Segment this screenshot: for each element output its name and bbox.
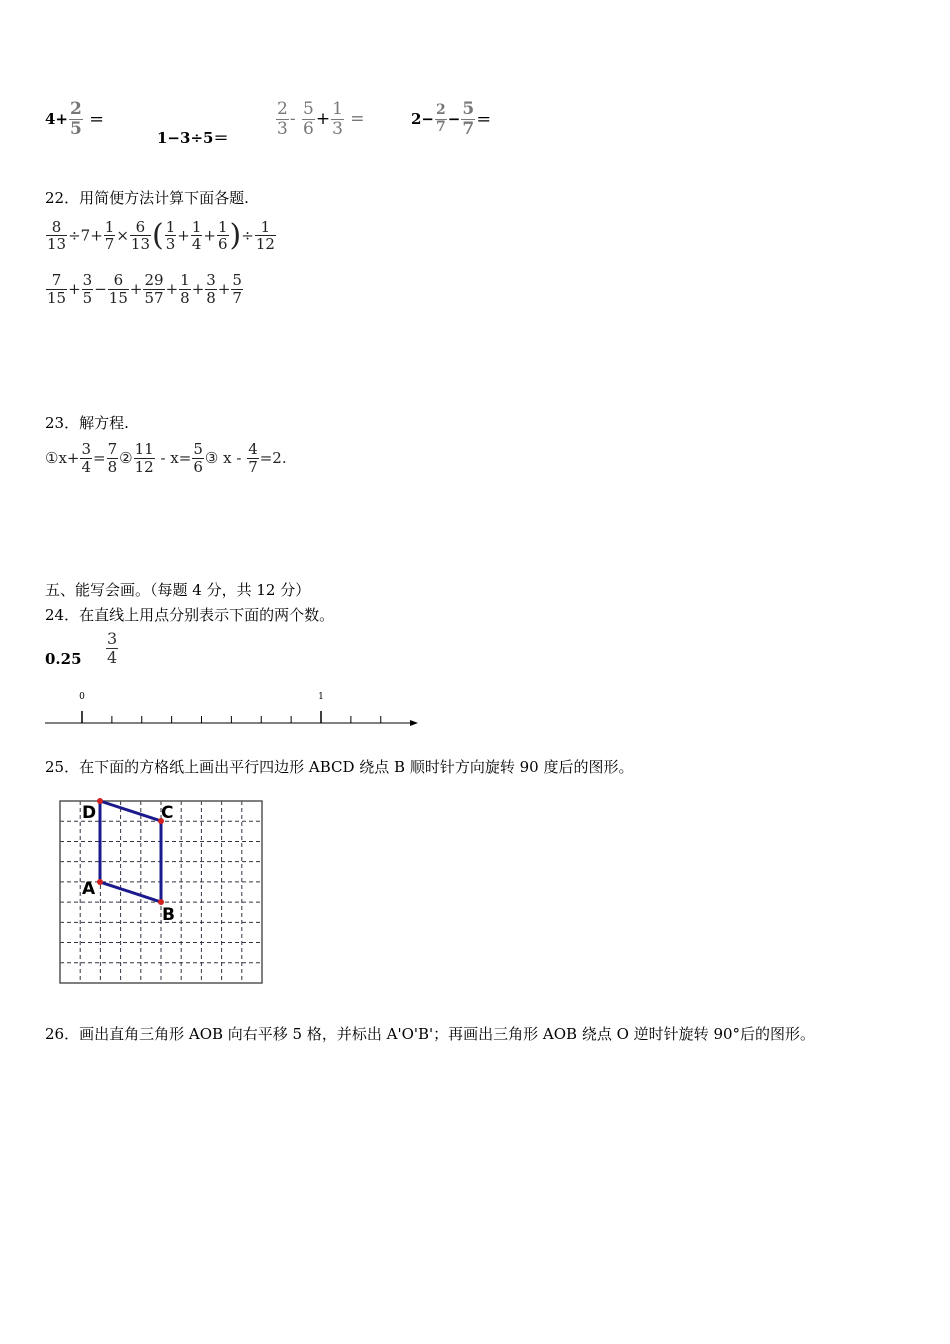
numerator: 1 [191, 217, 202, 236]
denominator: 7 [232, 288, 242, 307]
op: + [191, 280, 205, 298]
axis-label-1: 1 [318, 692, 324, 702]
text: - x= [155, 449, 192, 467]
question-22-title: 22．用简便方法计算下面各题. [45, 189, 249, 207]
question-24-title: 24．在直线上用点分别表示下面的两个数。 [45, 606, 335, 624]
denominator: 6 [302, 118, 314, 139]
denominator: 7 [436, 118, 446, 135]
section-5-title: 五、能写会画。（每题 4 分，共 12 分） [45, 581, 311, 599]
denominator: 6 [193, 457, 203, 476]
question-23-title: 23．解方程. [45, 414, 129, 432]
parallelogram-abcd [100, 801, 161, 902]
numerator: 5 [302, 99, 314, 119]
denominator: 7 [462, 118, 475, 139]
equals: = [350, 109, 365, 130]
op: = [93, 449, 106, 467]
op: − [94, 280, 107, 298]
op: + [165, 280, 179, 298]
op: + [177, 226, 190, 245]
numerator: 4 [248, 440, 258, 458]
numerator: 1 [104, 217, 115, 236]
numerator: 11 [134, 440, 154, 458]
numerator: 5 [462, 99, 475, 119]
op: - [289, 109, 296, 130]
equals: ＝ [89, 110, 105, 129]
denominator: 6 [217, 235, 228, 253]
denominator: 12 [255, 235, 275, 253]
fraction-3-4 [105, 630, 119, 666]
numerator: 7 [46, 272, 67, 290]
denominator: 7 [248, 457, 258, 476]
denominator: 7 [104, 235, 115, 253]
paren: ( [152, 218, 164, 253]
calc-expression-2: 1−3÷5＝ [157, 129, 229, 147]
arrow-icon [410, 720, 418, 726]
denominator: 5 [82, 288, 93, 307]
q23-equations [45, 441, 287, 475]
denominator: 4 [107, 647, 118, 667]
circled-number: ③ [204, 449, 219, 467]
op: + [129, 280, 143, 298]
numerator: 1 [332, 99, 343, 119]
text: 4+ [45, 110, 69, 129]
denominator: 4 [81, 457, 92, 476]
q22-expression-2 [45, 272, 244, 306]
grid-paper [55, 795, 270, 990]
label-d: D [82, 803, 97, 823]
denominator: 8 [206, 288, 216, 307]
numerator: 2 [277, 99, 288, 119]
numerator: 6 [108, 272, 129, 290]
axis-label-0: 0 [79, 692, 85, 702]
numerator: 5 [232, 271, 242, 289]
denominator: 3 [165, 235, 176, 253]
numerator: 1 [165, 217, 176, 236]
numerator: 7 [107, 440, 118, 458]
q22-expression-1 [45, 218, 277, 253]
label-b: B [162, 905, 175, 925]
numerator: 3 [107, 629, 118, 648]
op: ÷7+ [68, 226, 103, 245]
op: ÷ [241, 226, 254, 245]
question-26-title: 26．画出直角三角形 AOB 向右平移 5 格，并标出 A'O'B'；再画出三角形 AOB 绕点 O 逆时针旋转 90°后的图形。 [45, 1025, 816, 1043]
text: x+ [58, 449, 80, 467]
equals: ＝ [476, 110, 492, 129]
denominator: 15 [108, 288, 128, 307]
question-25-title: 25．在下面的方格纸上画出平行四边形 ABCD 绕点 B 顺时针方向旋转 90 度后的图形。 [45, 758, 634, 776]
paren: ) [229, 218, 242, 253]
denominator: 3 [277, 118, 288, 139]
op: + [217, 280, 231, 298]
circled-number: ② [119, 449, 133, 467]
op: + [68, 280, 81, 298]
numerator: 5 [193, 440, 203, 458]
numerator: 1 [255, 219, 276, 237]
label-a: A [82, 879, 96, 899]
numerator: 3 [206, 271, 216, 289]
denominator: 8 [107, 457, 118, 476]
denominator: 8 [180, 288, 190, 307]
point-d [97, 798, 103, 804]
number-line [0, 685, 440, 735]
op: − [447, 110, 461, 129]
denominator: 12 [134, 457, 154, 476]
denominator: 3 [332, 118, 343, 139]
label-c: C [161, 803, 174, 823]
numerator: 3 [81, 440, 92, 458]
numerator: 2 [70, 99, 82, 119]
numerator: 1 [180, 271, 190, 289]
point-a [97, 879, 103, 885]
calc-expression-3 [275, 100, 365, 138]
denominator: 57 [144, 288, 164, 307]
numerator: 29 [144, 271, 164, 289]
op: + [315, 109, 331, 130]
text: =2. [259, 449, 287, 467]
numerator: 3 [82, 271, 93, 289]
denominator: 15 [47, 288, 67, 307]
calc-expression-1 [45, 100, 104, 138]
numerator: 6 [130, 219, 151, 237]
number-0-25: 0.25 [45, 650, 82, 668]
op: × [116, 226, 129, 245]
denominator: 5 [70, 118, 82, 139]
numerator: 1 [217, 217, 228, 236]
text: 2− [411, 110, 435, 129]
denominator: 13 [47, 235, 67, 253]
calc-expression-4 [411, 100, 491, 138]
denominator: 13 [130, 235, 150, 253]
op: + [203, 226, 216, 245]
text: x - [218, 449, 247, 467]
denominator: 4 [191, 235, 202, 253]
numerator: 8 [46, 219, 67, 237]
circled-number: ① [45, 449, 59, 467]
numerator: 2 [436, 102, 446, 119]
